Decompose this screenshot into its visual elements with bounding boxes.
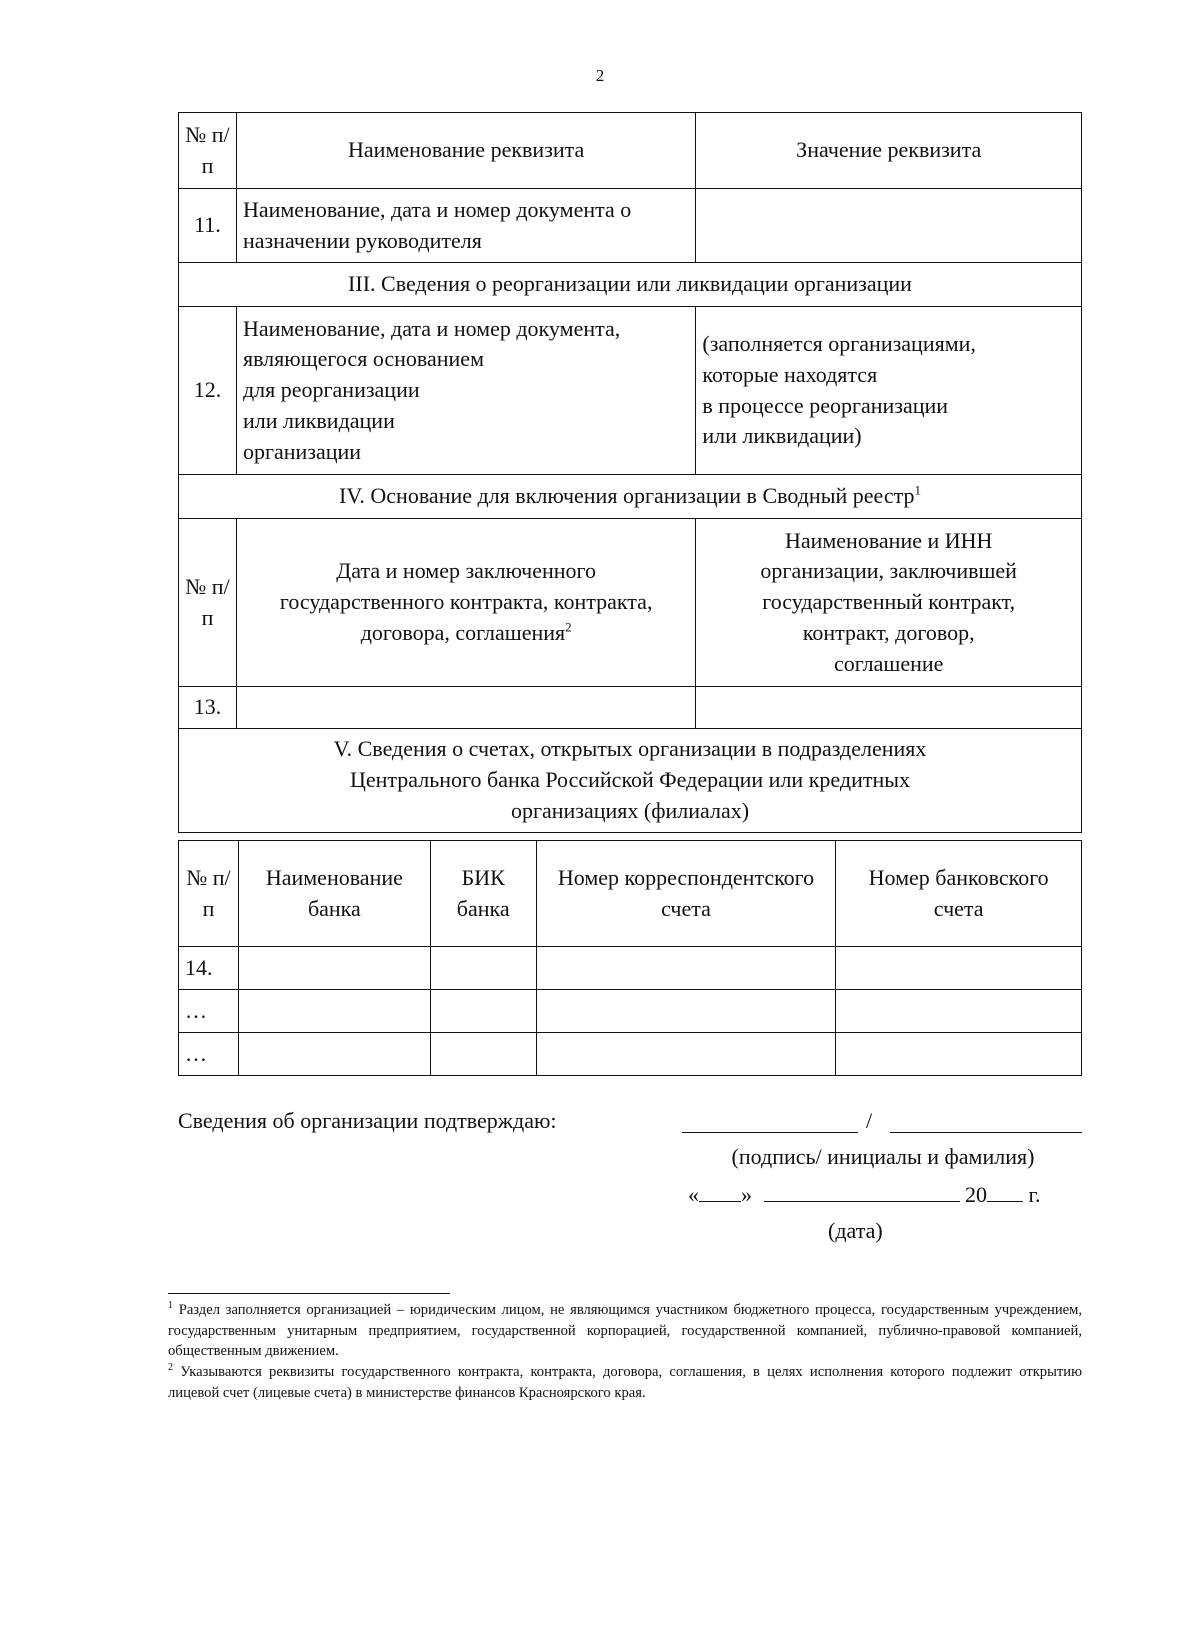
row-contract-cell: [236, 687, 695, 729]
name-line: [890, 1132, 1082, 1133]
row-num: 11.: [179, 189, 237, 263]
footnote-ref: 1: [914, 482, 921, 498]
footnote-ref: 2: [565, 619, 572, 635]
header-requisite-name: Наименование реквизита: [236, 113, 695, 189]
row-cell: [536, 947, 836, 990]
text-line: контракт, договор,: [802, 619, 975, 645]
bank-accounts-table: [178, 840, 1082, 1076]
row-cell: [536, 990, 836, 1033]
row-cell: [430, 990, 536, 1033]
footnote-text: Раздел заполняется организацией – юридическим лицом, не являющимся участником бюджетного процесса, государственным учреждением, государственным унитарным предприятием, государственной корпорацией, государственной компанией, публично-правовой компанией, общественным движением.: [168, 1302, 1082, 1360]
text-line: государственного контракта, контракта,: [279, 589, 653, 615]
text-fragment: договора, соглашения: [360, 619, 566, 645]
text-line: организациях (филиалах): [510, 797, 750, 823]
signature-line: [682, 1132, 858, 1133]
footnotes: [168, 1300, 1082, 1404]
row-cell: [430, 1033, 536, 1076]
row-requisite-name: [236, 307, 695, 475]
table-row: [179, 307, 1082, 475]
row-cell: [238, 947, 430, 990]
text-line: Наименование, дата и номер документа,: [242, 315, 621, 341]
row-cell: [836, 947, 1082, 990]
section-heading-row: [179, 475, 1082, 519]
header-requisite-value: Значение реквизита: [696, 113, 1082, 189]
date-close-quote: »: [741, 1182, 752, 1207]
row-num: …: [179, 1033, 239, 1076]
sub-header-row: [179, 519, 1082, 687]
section-heading: [179, 729, 1082, 833]
text-line: для реорганизации: [242, 377, 420, 403]
row-requisite-name: Наименование, дата и номер документа о назначении руководителя: [236, 189, 695, 263]
row-cell: [238, 1033, 430, 1076]
header-organization: [696, 519, 1082, 687]
row-cell: [836, 990, 1082, 1033]
header-num: № п/п: [179, 519, 237, 687]
text-line: организации: [242, 438, 362, 464]
row-num: …: [179, 990, 239, 1033]
text-line: [243, 618, 689, 649]
table-row: [179, 990, 1082, 1033]
header-bik: БИК банка: [430, 841, 536, 947]
text-line: Дата и номер заключенного: [336, 558, 597, 584]
row-cell: [430, 947, 536, 990]
footnote-separator: [168, 1293, 450, 1294]
text-line: Наименование и ИНН: [784, 527, 993, 553]
text-line: (заполняется организациями,: [702, 330, 976, 356]
section-heading: III. Сведения о реорганизации или ликвидации организации: [179, 263, 1082, 307]
signature-slash: /: [866, 1108, 873, 1133]
header-bank-name: Наименование банка: [238, 841, 430, 947]
row-cell: [238, 990, 430, 1033]
row-cell: [536, 1033, 836, 1076]
month-line: [764, 1201, 960, 1202]
year-suffix: г.: [1028, 1182, 1041, 1207]
table-header-row: [179, 841, 1082, 947]
table-row: [179, 1033, 1082, 1076]
text-line: являющегося основанием: [242, 346, 484, 372]
row-requisite-value: [696, 189, 1082, 263]
day-line: [699, 1201, 741, 1202]
text-line: V. Сведения о счетах, открытых организации в подразделениях: [333, 736, 927, 762]
table-row: [179, 189, 1082, 263]
table-row: [179, 947, 1082, 990]
date-caption: (дата): [828, 1218, 883, 1243]
year-line: [987, 1201, 1023, 1202]
page-number: 2: [595, 66, 605, 85]
date-open-quote: «: [688, 1182, 699, 1207]
year-prefix: 20: [965, 1182, 987, 1207]
header-num: № п/п: [179, 113, 237, 189]
requisites-table: [178, 112, 1082, 833]
header-correspondent-account: Номер корреспондентского счета: [536, 841, 836, 947]
section-heading-text: IV. Основание для включения организации в Сводный реестр: [339, 483, 915, 509]
text-line: организации, заключившей: [760, 558, 1017, 584]
section-heading-row: [179, 729, 1082, 833]
row-organization-cell: [696, 687, 1082, 729]
footnote-mark: 2: [168, 1362, 173, 1374]
text-line: которые находятся: [702, 361, 878, 387]
row-num: 14.: [179, 947, 239, 990]
confirmation-label: Сведения об организации подтверждаю:: [178, 1108, 557, 1133]
table-header-row: [179, 113, 1082, 189]
section-heading-row: [179, 263, 1082, 307]
section-heading: [179, 475, 1082, 519]
date-row: [688, 1182, 1041, 1208]
text-line: или ликвидации): [702, 423, 862, 449]
header-num: № п/п: [179, 841, 239, 947]
text-line: государственный контракт,: [762, 589, 1016, 615]
header-bank-account: Номер банковского счета: [836, 841, 1082, 947]
row-cell: [836, 1033, 1082, 1076]
footnote-mark: 1: [168, 1300, 173, 1312]
signature-caption: (подпись/ инициалы и фамилия): [731, 1144, 1035, 1169]
text-line: или ликвидации: [242, 407, 395, 433]
table-row: [179, 687, 1082, 729]
footnote-1: [168, 1300, 1082, 1362]
text-line: в процессе реорганизации: [702, 392, 949, 418]
footnote-text: Указываются реквизиты государственного контракта, контракта, договора, соглашения, в целях исполнения которого подлежит открытию лицевой счет (лицевые счета) в министерстве финансов Красноярского края.: [168, 1364, 1083, 1401]
row-requisite-value: [696, 307, 1082, 475]
text-line: Центрального банка Российской Федерации или кредитных: [349, 767, 911, 793]
header-contract: [236, 519, 695, 687]
footnote-2: [168, 1362, 1082, 1403]
text-line: соглашение: [833, 650, 944, 676]
confirmation-block: [178, 1108, 1082, 1243]
row-num: 13.: [179, 687, 237, 729]
row-num: 12.: [179, 307, 237, 475]
